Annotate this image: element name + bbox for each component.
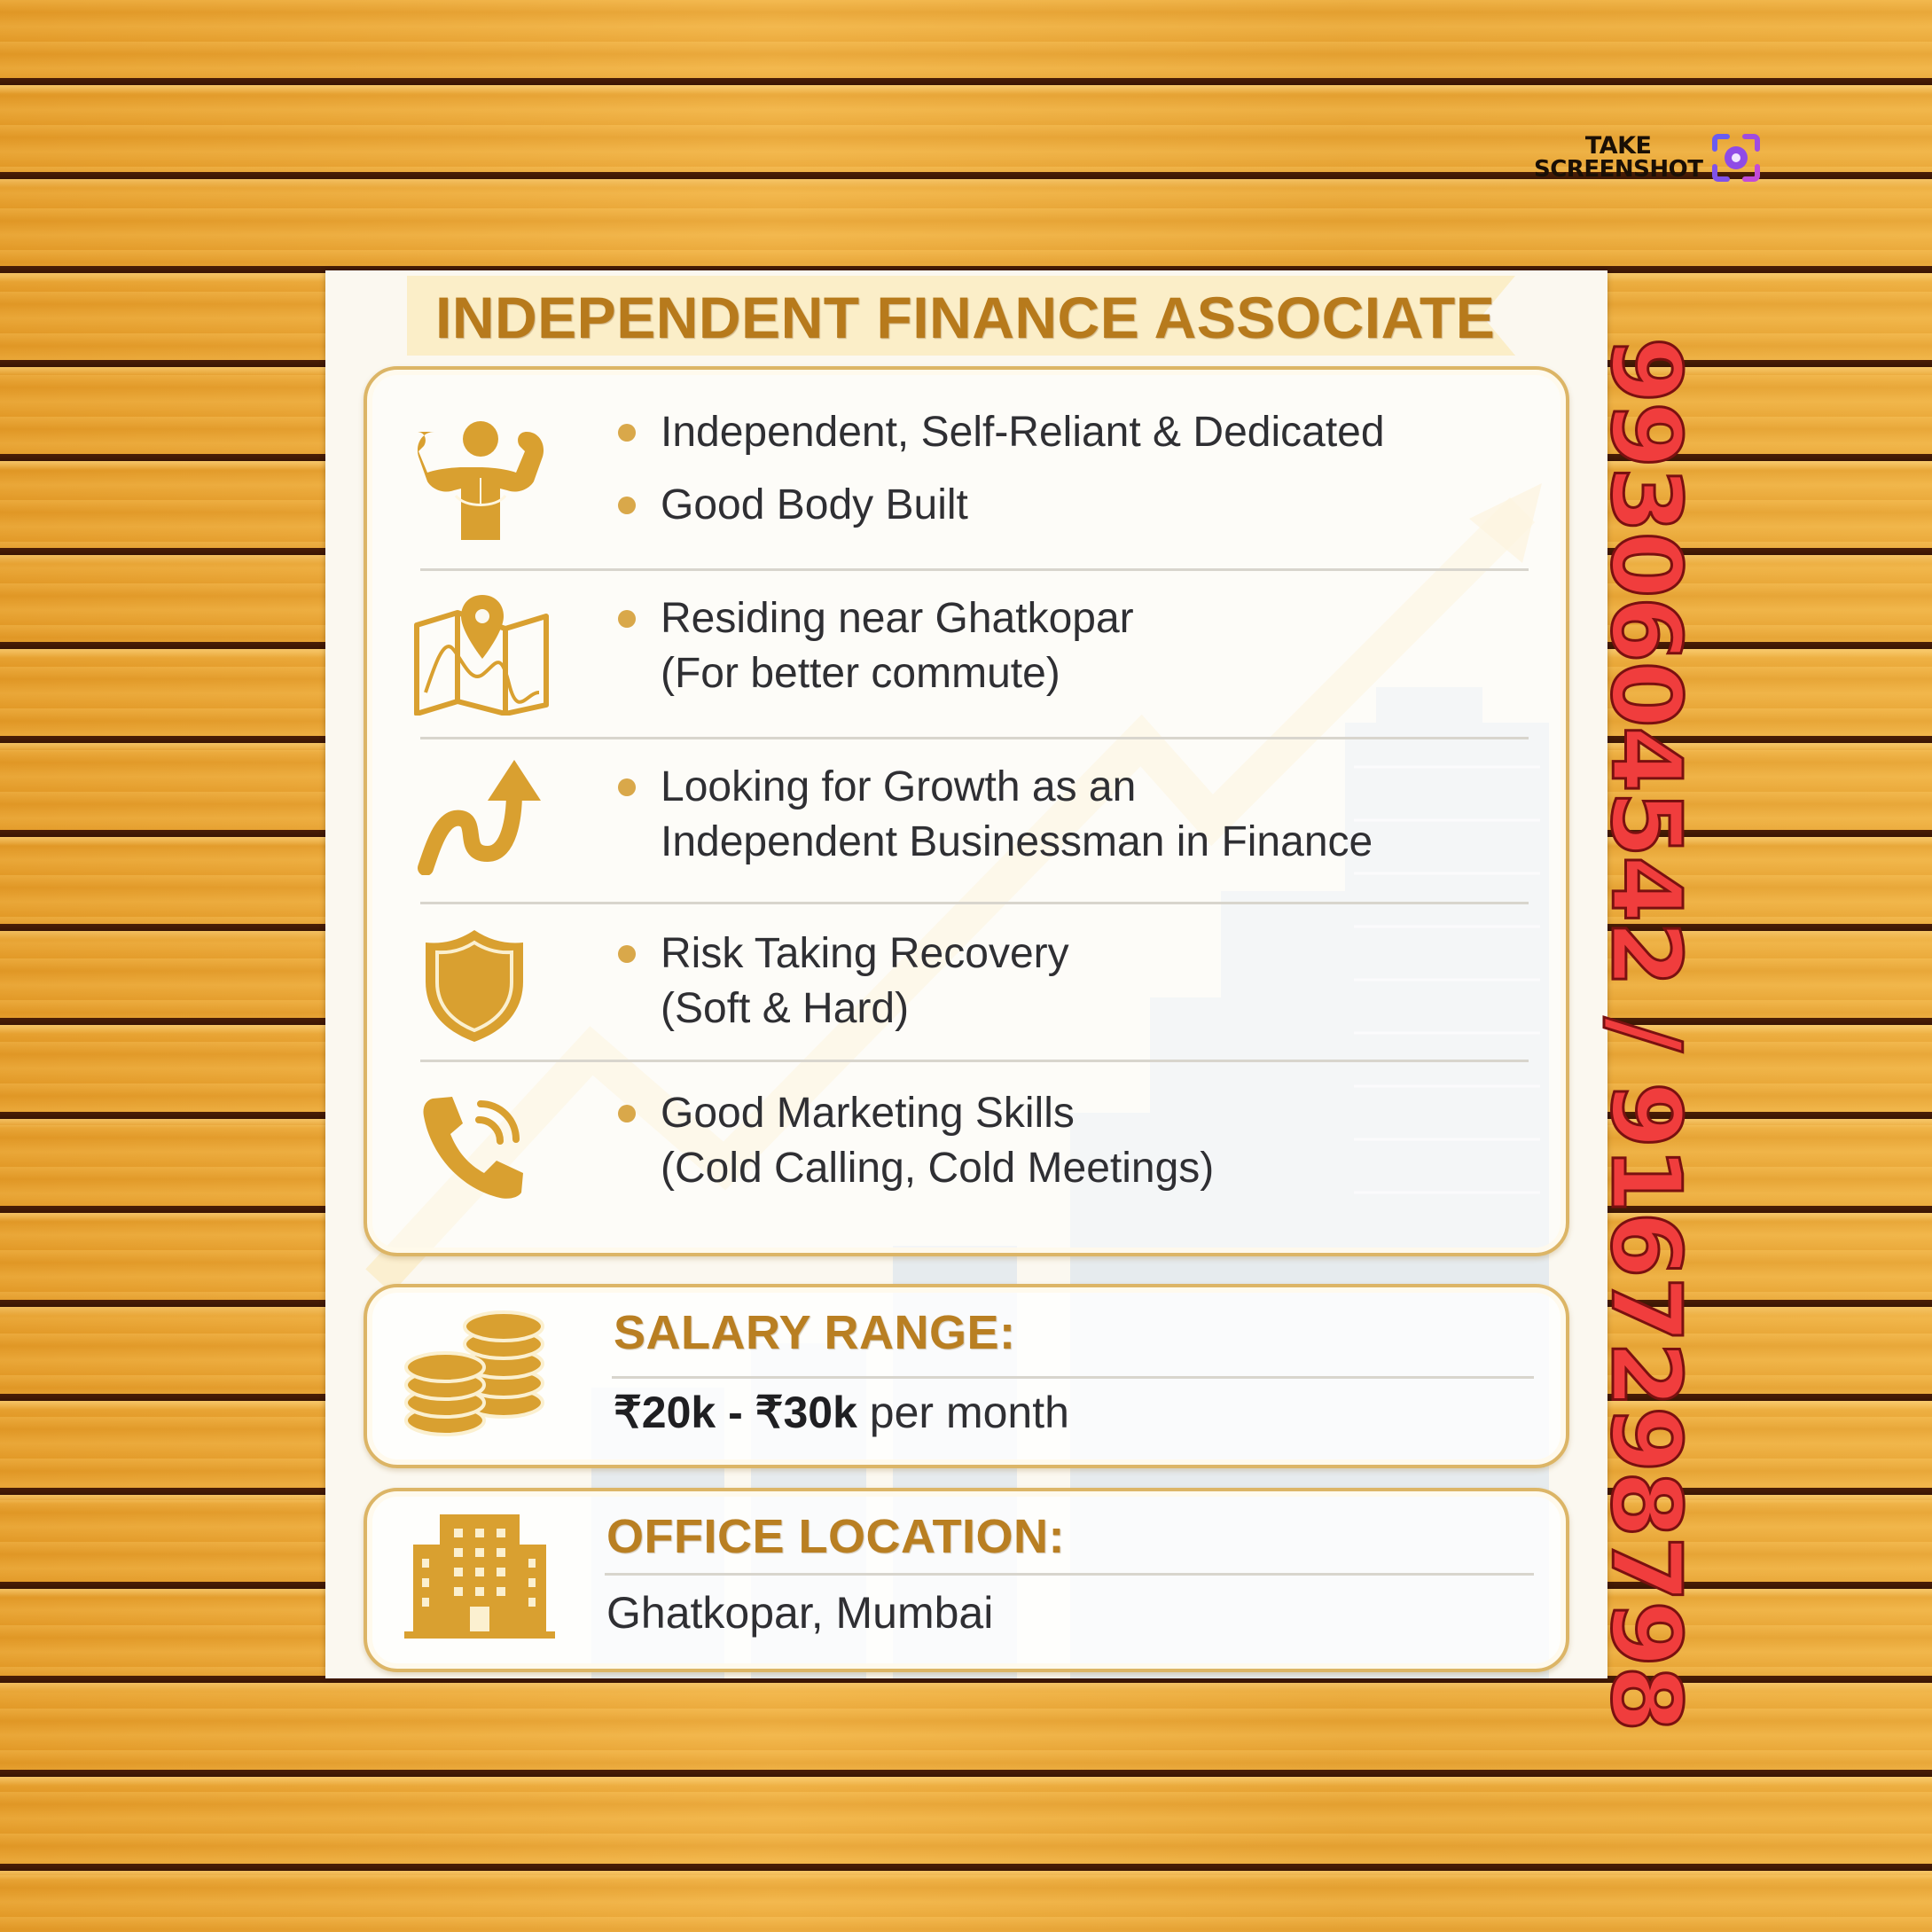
requirement-lines bbox=[618, 591, 1134, 701]
requirement-text: Looking for Growth as an bbox=[661, 763, 1137, 810]
requirement-item bbox=[618, 591, 1134, 646]
row-divider bbox=[420, 1060, 1529, 1062]
requirement-text: Risk Taking Recovery bbox=[661, 930, 1069, 977]
watermark-text bbox=[1534, 132, 1703, 183]
phone-numbers-text: 9930604542 / 9167298798 bbox=[1590, 337, 1701, 1731]
bullet-dot bbox=[618, 424, 636, 442]
requirement-text: Good Body Built bbox=[661, 481, 968, 528]
salary-period: per month bbox=[856, 1388, 1069, 1437]
coins-stack-icon bbox=[404, 1310, 546, 1444]
office-building-icon bbox=[404, 1514, 555, 1643]
requirements-panel bbox=[364, 366, 1569, 1256]
requirement-text: Residing near Ghatkopar bbox=[661, 595, 1134, 642]
shield-icon bbox=[426, 930, 523, 1046]
row-divider bbox=[420, 568, 1529, 571]
requirement-subtext: (Soft & Hard) bbox=[661, 985, 910, 1032]
camera-screenshot-icon bbox=[1711, 133, 1761, 183]
bullet-dot bbox=[618, 497, 636, 514]
bullet-dot bbox=[618, 778, 636, 796]
requirement-lines bbox=[618, 760, 1373, 870]
contact-phone-numbers bbox=[1590, 337, 1702, 1731]
row-divider bbox=[420, 737, 1529, 739]
muscle-man-icon bbox=[401, 416, 560, 544]
requirement-lines bbox=[618, 405, 1385, 533]
salary-value bbox=[614, 1387, 1069, 1438]
requirement-lines bbox=[618, 1086, 1214, 1196]
row-divider bbox=[420, 902, 1529, 904]
office-location-panel bbox=[364, 1488, 1569, 1672]
map-pin-icon bbox=[413, 595, 551, 720]
office-location-value: Ghatkopar, Mumbai bbox=[606, 1588, 994, 1638]
bullet-dot bbox=[618, 945, 636, 963]
salary-amount: ₹20k - ₹30k bbox=[614, 1388, 857, 1437]
requirement-subtext: (For better commute) bbox=[661, 650, 1060, 697]
salary-divider bbox=[612, 1376, 1534, 1379]
requirement-subtext: (Cold Calling, Cold Meetings) bbox=[661, 1145, 1215, 1192]
requirement-text: Good Marketing Skills bbox=[661, 1090, 1075, 1137]
growth-arrow-icon bbox=[417, 760, 541, 880]
requirement-subtext: Independent Businessman in Finance bbox=[661, 818, 1373, 865]
requirement-item bbox=[618, 927, 1069, 982]
poster-title: INDEPENDENT FINANCE ASSOCIATE bbox=[435, 285, 1496, 350]
bullet-dot bbox=[618, 610, 636, 628]
salary-range-label: SALARY RANGE: bbox=[614, 1306, 1016, 1359]
requirement-item bbox=[618, 760, 1373, 815]
job-poster-card bbox=[325, 270, 1607, 1678]
requirement-item bbox=[618, 1086, 1214, 1141]
take-screenshot-watermark bbox=[1534, 133, 1761, 183]
requirement-lines bbox=[618, 927, 1069, 1036]
requirement-text: Independent, Self-Reliant & Dedicated bbox=[661, 409, 1385, 456]
phone-call-icon bbox=[417, 1093, 532, 1204]
watermark-line-2: SCREENSHOT bbox=[1534, 156, 1703, 183]
requirement-item bbox=[618, 478, 1385, 533]
requirement-item bbox=[618, 405, 1385, 460]
bullet-dot bbox=[618, 1105, 636, 1122]
watermark-line-1: TAKE bbox=[1584, 132, 1652, 160]
office-location-label: OFFICE LOCATION: bbox=[606, 1510, 1065, 1563]
office-divider bbox=[605, 1573, 1534, 1576]
salary-panel bbox=[364, 1284, 1569, 1468]
